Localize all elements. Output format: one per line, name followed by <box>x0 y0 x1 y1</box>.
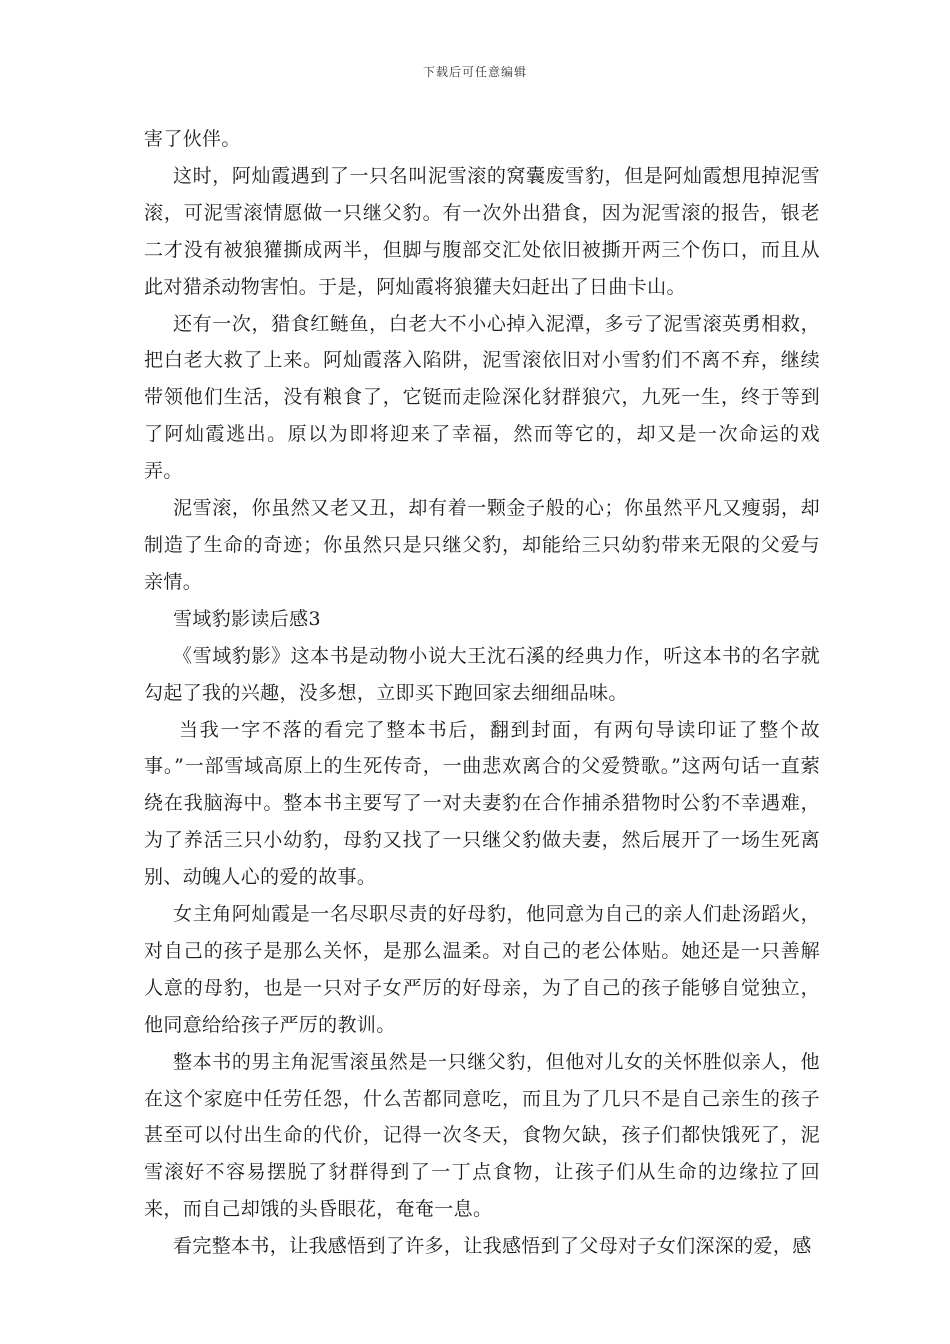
paragraph-ni-xue-gun-intro: 这时，阿灿霞遇到了一只名叫泥雪滚的窝囊废雪豹，但是阿灿霞想甩掉泥雪滚，可泥雪滚情愿做一只继父豹。有一次外出猎食，因为泥雪滚的报告，银老二才没有被狼獾撕成两半，但脚与腹部交汇处依旧被撕开两三个伤口，而且从此对猎杀动物害怕。于是，阿灿霞将狼獾夫妇赶出了日曲卡山。 <box>144 164 820 298</box>
paragraph-reflection: 看完整本书，让我感悟到了许多，让我感悟到了父母对子女们深深的爱，感 <box>173 1235 812 1258</box>
paragraph-continuation: 害了伙伴。 <box>144 128 241 150</box>
paragraph-hero: 整本书的男主角泥雪滚虽然是一只继父豹，但他对儿女的关怀胜似亲人，他在这个家庭中任劳任怨，什么苦都同意吃，而且为了几只不是自己亲生的孩子甚至可以付出生命的代价，记得一次冬天，食物欠缺，孩子们都快饿死了，泥雪滚好不容易摆脱了豺群得到了一丁点食物，让孩子们从生命的边缘拉了回来，而自己却饿的头昏眼花，奄奄一息。 <box>144 1050 820 1221</box>
paragraph-heroine: 女主角阿灿霞是一名尽职尽责的好母豹，他同意为自己的亲人们赴汤蹈火，对自己的孩子是那么关怀，是那么温柔。对自己的老公体贴。她还是一只善解人意的母豹，也是一只对子女严厉的好母亲，为了自己的孩子能够自觉独立，他同意给给孩子严厉的教训。 <box>144 903 820 1036</box>
section-heading: 雪域豹影读后感3 <box>173 607 321 630</box>
paragraph-praise: 泥雪滚，你虽然又老又丑，却有着一颗金子般的心；你虽然平凡又瘦弱，却制造了生命的奇迹；你虽然只是只继父豹，却能给三只幼豹带来无限的父爱与亲情。 <box>144 497 820 593</box>
paragraph-book-intro: 《雪域豹影》这本书是动物小说大王沈石溪的经典力作，听这本书的名字就勾起了我的兴趣，没多想，立即买下跑回家去细细品味。 <box>144 644 820 704</box>
paragraph-summary: 当我一字不落的看完了整本书后，翻到封面，有两句导读印证了整个故事。”一部雪域高原上的生死传奇，一曲悲欢离合的父爱赞歌。”这两句话一直萦绕在我脑海中。整本书主要写了一对夫妻豹在合作捕杀猎物时公豹不幸遇难，为了养活三只小幼豹，母豹又找了一只继父豹做夫妻，然后展开了一场生死离别、动魄人心的爱的故事。 <box>144 718 820 889</box>
paragraph-rescue-story: 还有一次，猎食红鲢鱼，白老大不小心掉入泥潭，多亏了泥雪滚英勇相救，把白老大救了上来。阿灿霞落入陷阱，泥雪滚依旧对小雪豹们不离不弃，继续带领他们生活，没有粮食了，它铤而走险深化豺群狼穴，九死一生，终于等到了阿灿霞逃出。原以为即将迎来了幸福，然而等它的，却又是一次命运的戏弄。 <box>144 312 820 483</box>
page-header: 下载后可任意编辑 <box>422 65 527 79</box>
document-body <box>144 121 820 1265</box>
